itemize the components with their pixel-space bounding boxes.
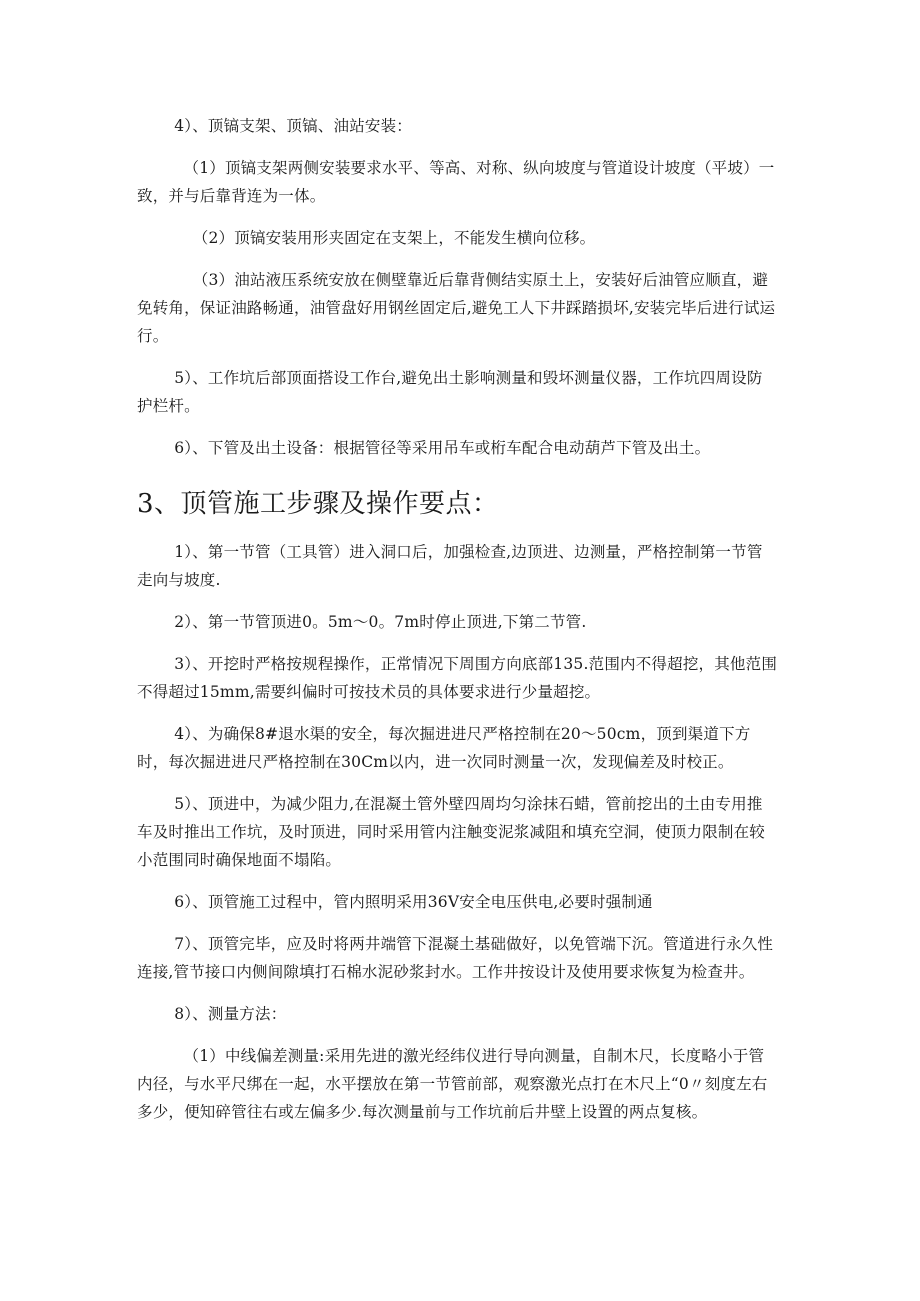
item-6: 6）、下管及出土设备：根据管径等采用吊车或桁车配合电动葫芦下管及出土。 <box>174 439 711 457</box>
section-3-heading: 3、顶管施工步骤及操作要点： <box>137 489 499 519</box>
step-4: 4）、为确保8#退水渠的安全，每次掘进进尺严格控制在20～50cm，顶到渠道下方时，每次掘进进尺严格控制在30Cm以内，进一次同时测量一次，发现偏差及时校正。 <box>137 725 751 771</box>
step-3: 3）、开挖时严格按规程操作，正常情况下周围方向底部135.范围内不得超挖，其他范围不得超过15mm,需要纠偏时可按技术员的具体要求进行少量超挖。 <box>137 655 778 701</box>
step-6: 6）、顶管施工过程中，管内照明采用36V安全电压供电,必要时强制通 <box>174 893 653 911</box>
step-1: 1）、第一节管（工具管）进入洞口后，加强检查,边顶进、边测量，严格控制第一节管走向与坡度. <box>137 543 763 589</box>
step-5: 5）、顶进中，为减少阻力,在混凝土管外壁四周均匀涂抹石蜡，管前挖出的土由专用推车及时推出工作坑，及时顶进，同时采用管内注触变泥浆减阻和填充空洞，使顶力限制在较小范围同时确保地面不塌陷。 <box>137 795 766 869</box>
step-2: 2）、第一节管顶进0。5m～0。7m时停止顶进,下第二节管. <box>174 613 587 631</box>
item-4-3: （3）油站液压系统安放在侧壁靠近后靠背侧结实原土上，安装好后油管应顺直，避免转角，保证油路畅通，油管盘好用钢丝固定后,避免工人下井踩踏损坏,安装完毕后进行试运行。 <box>137 271 776 345</box>
item-4-1: （1）顶镐支架两侧安装要求水平、等高、对称、纵向坡度与管道设计坡度（平坡）一致，并与后靠背连为一体。 <box>137 159 775 205</box>
step-8-1: （1）中线偏差测量:采用先进的激光经纬仪进行导向测量，自制木尺，长度略小于管内径，与水平尺绑在一起，水平摆放在第一节管前部，观察激光点打在木尺上“0〃刻度左右多少，便知碎管往右或左偏多少.每次测量前与工作坑前后井壁上设置的两点复核。 <box>137 1047 768 1121</box>
step-8: 8）、测量方法： <box>174 1005 287 1023</box>
item-4-title: 4）、顶镐支架、顶镐、油站安装： <box>174 117 413 135</box>
item-5: 5）、工作坑后部顶面搭设工作台,避免出土影响测量和毁坏测量仪器，工作坑四周设防护栏杆。 <box>137 369 763 415</box>
document-body <box>137 112 777 1126</box>
item-4-2: （2）顶镐安装用形夹固定在支架上，不能发生横向位移。 <box>192 229 596 247</box>
step-7: 7）、顶管完毕，应及时将两井端管下混凝土基础做好，以免管端下沉。管道进行永久性连接,管节接口内侧间隙填打石棉水泥砂浆封水。工作井按设计及使用要求恢复为检查井。 <box>137 935 774 981</box>
